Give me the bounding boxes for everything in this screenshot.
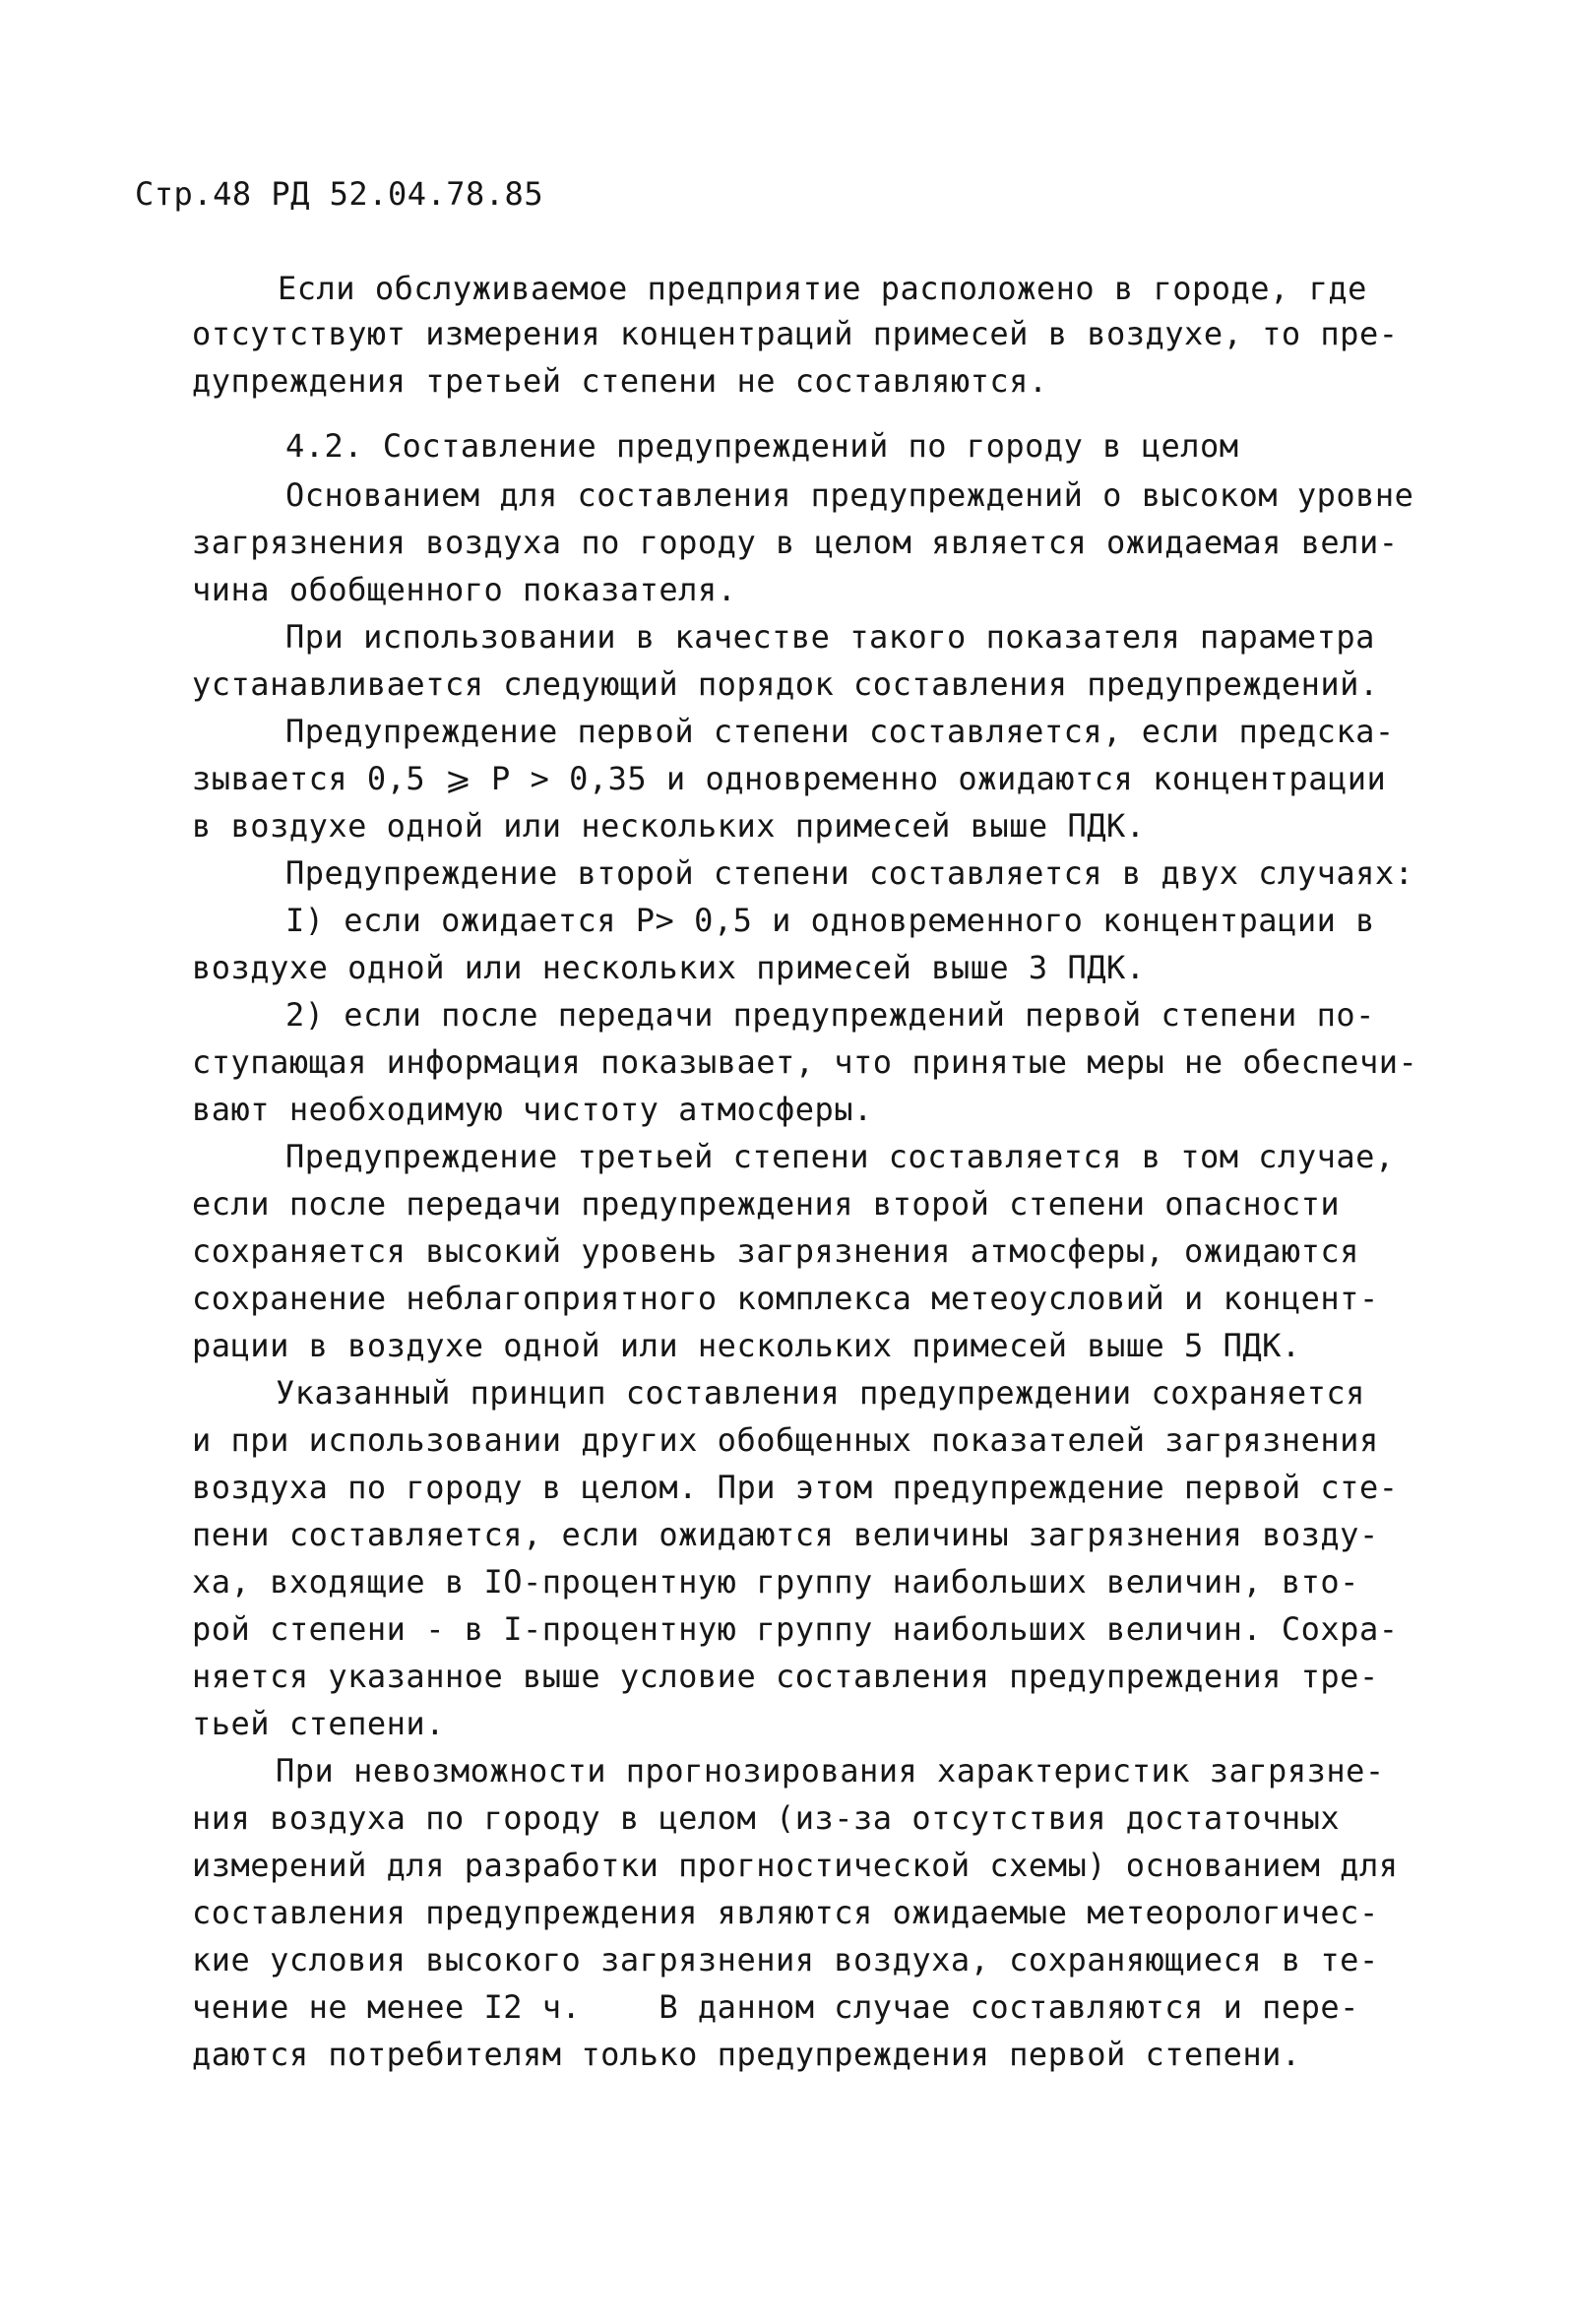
text-line: сохранение неблагоприятного комплекса метеоусловий и концент- (192, 1280, 1379, 1317)
section-heading: 4.2. Составление предупреждений по городу в целом (285, 427, 1239, 465)
text-line: Если обслуживаемое предприятие расположено в городе, где (278, 270, 1367, 307)
text-line: воздухе одной или нескольких примесей выше 3 ПДК. (192, 949, 1146, 986)
text-line: I) если ожидается P> 0,5 и одновременного концентрации в (285, 902, 1375, 939)
text-line: ступающая информация показывает, что принятые меры не обеспечи- (192, 1043, 1418, 1081)
text-line: няется указанное выше условие составления предупреждения тре- (192, 1658, 1379, 1695)
text-line: зывается 0,5 ⩾ P > 0,35 и одновременно ожидаются концентрации (192, 760, 1387, 797)
text-line: 2) если после передачи предупреждений первой степени по- (285, 996, 1375, 1034)
text-line: При невозможности прогнозирования характеристик загрязне- (276, 1752, 1385, 1790)
text-line: и при использовании других обобщенных показателей загрязнения (192, 1421, 1379, 1459)
text-line: Предупреждение третьей степени составляется в том случае, (285, 1138, 1395, 1175)
text-line: кие условия высокого загрязнения воздуха, сохраняющиеся в те- (192, 1941, 1379, 1979)
text-line: Предупреждение первой степени составляется, если предска- (285, 713, 1395, 750)
text-line: При использовании в качестве такого показателя параметра (285, 618, 1375, 656)
text-line: сохраняется высокий уровень загрязнения атмосферы, ожидаются (192, 1232, 1359, 1270)
text-line: если после передачи предупреждения второй степени опасности (192, 1185, 1341, 1223)
text-line: составления предупреждения являются ожидаемые метеорологичес- (192, 1894, 1379, 1931)
text-line: Указанный принцип составления предупреждении сохраняется (276, 1374, 1365, 1412)
text-line: ния воздуха по городу в целом (из-за отсутствия достаточных (192, 1799, 1341, 1837)
text-line: отсутствуют измерения концентраций примесей в воздухе, то пре- (192, 315, 1399, 352)
text-line: чина обобщенного показателя. (192, 571, 737, 608)
text-line: тьей степени. (192, 1705, 445, 1742)
text-line: Предупреждение второй степени составляется в двух случаях: (285, 854, 1414, 892)
text-line: измерений для разработки прогностической схемы) основанием для (192, 1847, 1399, 1884)
text-line: дупреждения третьей степени не составляются. (192, 362, 1048, 400)
text-line: ха, входящие в IO-процентную группу наибольших величин, вто- (192, 1563, 1359, 1601)
text-line: пени составляется, если ожидаются величины загрязнения возду- (192, 1516, 1379, 1553)
text-line: вают необходимую чистоту атмосферы. (192, 1091, 873, 1128)
text-line: в воздухе одной или нескольких примесей выше ПДК. (192, 807, 1146, 845)
text-line: даются потребителям только предупреждения первой степени. (192, 2036, 1301, 2073)
text-line: чение не менее I2 ч. В данном случае составляются и пере- (192, 1988, 1359, 2026)
text-line: воздуха по городу в целом. При этом предупреждение первой сте- (192, 1469, 1399, 1506)
text-line: рой степени - в I-процентную группу наибольших величин. Сохра- (192, 1610, 1399, 1648)
text-line: рации в воздухе одной или нескольких примесей выше 5 ПДК. (192, 1327, 1301, 1364)
text-line: загрязнения воздуха по городу в целом является ожидаемая вели- (192, 524, 1399, 561)
text-line: Основанием для составления предупреждений о высоком уровне (285, 476, 1414, 514)
text-line: устанавливается следующий порядок составления предупреждений. (192, 665, 1379, 703)
page-header: Стр.48 РД 52.04.78.85 (135, 175, 544, 213)
